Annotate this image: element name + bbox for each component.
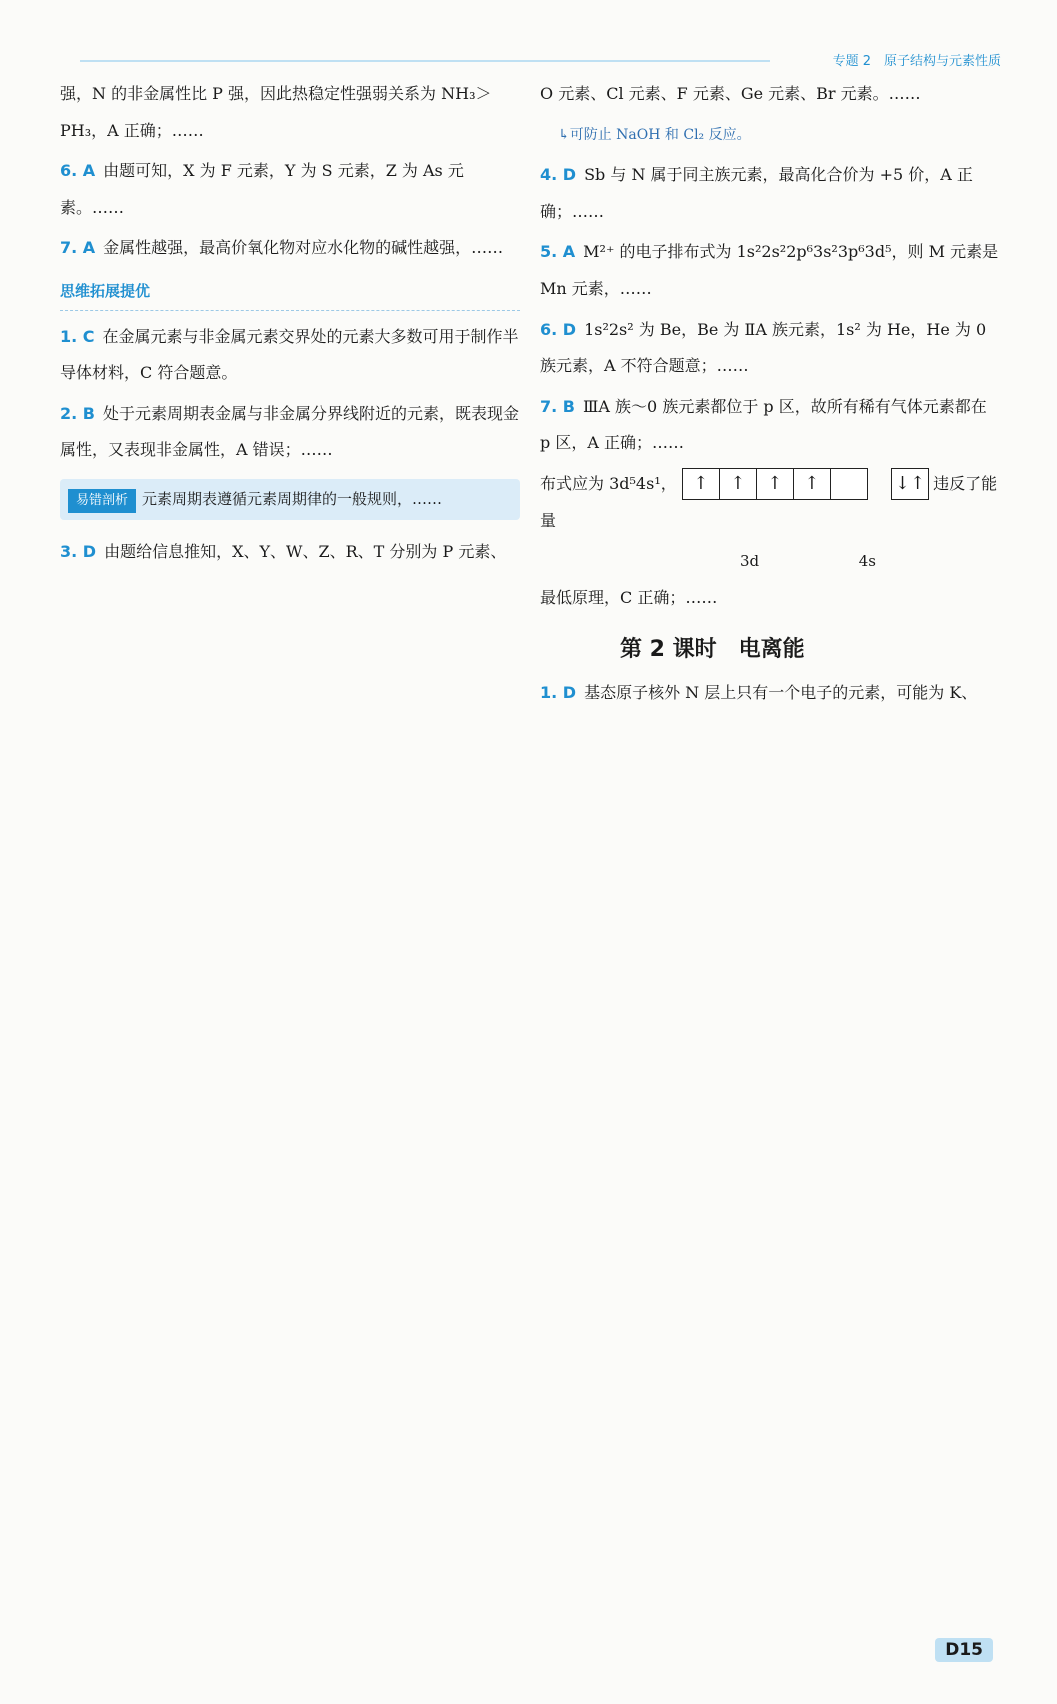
orbital-box-4s: ↓↑ [891,468,929,500]
orbital-box-3d-1: ↑ [682,468,720,500]
left-block-3 [60,534,520,571]
answer-number: 5. A [540,242,576,262]
answer-paragraph [60,230,520,267]
answer-paragraph [540,234,1000,307]
running-header: 专题 2 原子结构与元素性质 [832,54,1001,69]
answer-number: 2. B [60,403,95,423]
answer-text: ⅢA 族～0 族元素都位于 p 区，故所有稀有气体元素都在 p 区，A 正确；…… [540,396,987,453]
answer-number: 6. D [540,319,577,339]
orbital-box-3d-3: ↑ [756,468,794,500]
answer-paragraph [540,76,1000,113]
answer-number: 7. A [60,238,96,258]
answer-text: Sb 与 N 属于同主族元素，最高化合价为 +5 价，A 正确；…… [540,165,973,221]
answer-text: 在金属元素与非金属元素交界处的元素大多数可用于制作半导体材料，C 符合题意。 [60,326,519,383]
answer-paragraph [540,389,1000,462]
orbital-line [540,466,1000,539]
answer-paragraph [60,76,520,149]
orbital-box-3d-5 [830,468,868,500]
left-block-1 [60,76,520,267]
handwritten-note: ↳可防止 NaOH 和 Cl₂ 反应。 [558,126,751,143]
orbital-label-4s: 4s [858,552,876,571]
answer-number: 1. C [60,326,95,346]
right-block-2 [540,157,1000,462]
answer-number: 3. D [60,541,97,561]
answer-text: M²⁺ 的电子排布式为 1s²2s²2p⁶3s²3p⁶3d⁵，则 M 元素是 Mn 元素，…… [540,242,999,298]
answer-paragraph [540,312,1000,385]
lesson-title: 第 2 课时 电离能 [620,637,805,663]
answer-number: 7. B [540,396,575,416]
orbital-labels [740,543,1000,580]
header-rule [80,60,770,62]
tip-box [60,479,520,520]
answer-text: 金属性越强，最高价氧化物对应水化物的碱性越强，…… [103,238,504,258]
answer-number: 1. D [540,682,577,702]
answer-text: O 元素、Cl 元素、F 元素、Ge 元素、Br 元素。…… [540,84,921,103]
tip-label: 易错剖析 [68,489,136,513]
left-block-2 [60,319,520,469]
left-column [60,76,520,575]
answer-text: 处于元素周期表金属与非金属分界线附近的元素，既表现金属性，又表现非金属性，A 错误；…… [60,403,519,460]
orbital-label-3d: 3d [740,552,760,571]
right-block-1 [540,76,1000,113]
section-title: 思维拓展提优 [60,273,520,311]
answer-text: 强，N 的非金属性比 P 强，因此热稳定性强弱关系为 NH₃＞PH₃，A 正确；…… [60,84,492,140]
orbital-prefix: 布式应为 3d⁵4s¹， [540,473,677,493]
orbital-box-3d-4: ↑ [793,468,831,500]
answer-paragraph [60,534,520,571]
answer-paragraph [60,319,520,392]
right-block-3 [540,675,1000,712]
right-column [540,76,1000,716]
answer-text: 基态原子核外 N 层上只有一个电子的元素，可能为 K、 [584,682,978,702]
answer-number: 6. A [60,161,96,181]
answer-text: 1s²2s² 为 Be，Be 为 ⅡA 族元素，1s² 为 He，He 为 0 族元素，A 不符合题意；…… [540,319,987,376]
answer-paragraph [60,396,520,469]
answer-text: 由题可知，X 为 F 元素，Y 为 S 元素，Z 为 As 元素。…… [60,161,464,217]
answer-paragraph [540,675,1000,712]
tip-text: 元素周期表遵循元素周期律的一般规则，…… [142,489,443,508]
orbital-suffix: 违反了能量 [540,473,998,530]
answer-paragraph [60,153,520,226]
answer-text: 由题给信息推知，X、Y、W、Z、R、T 分别为 P 元素、 [104,541,507,561]
orbital-box-3d-2: ↑ [719,468,757,500]
answer-number: 4. D [540,165,577,185]
answer-paragraph [540,157,1000,230]
orbital-after: 最低原理，C 正确；…… [540,587,718,607]
page-number: D15 [935,1638,993,1662]
